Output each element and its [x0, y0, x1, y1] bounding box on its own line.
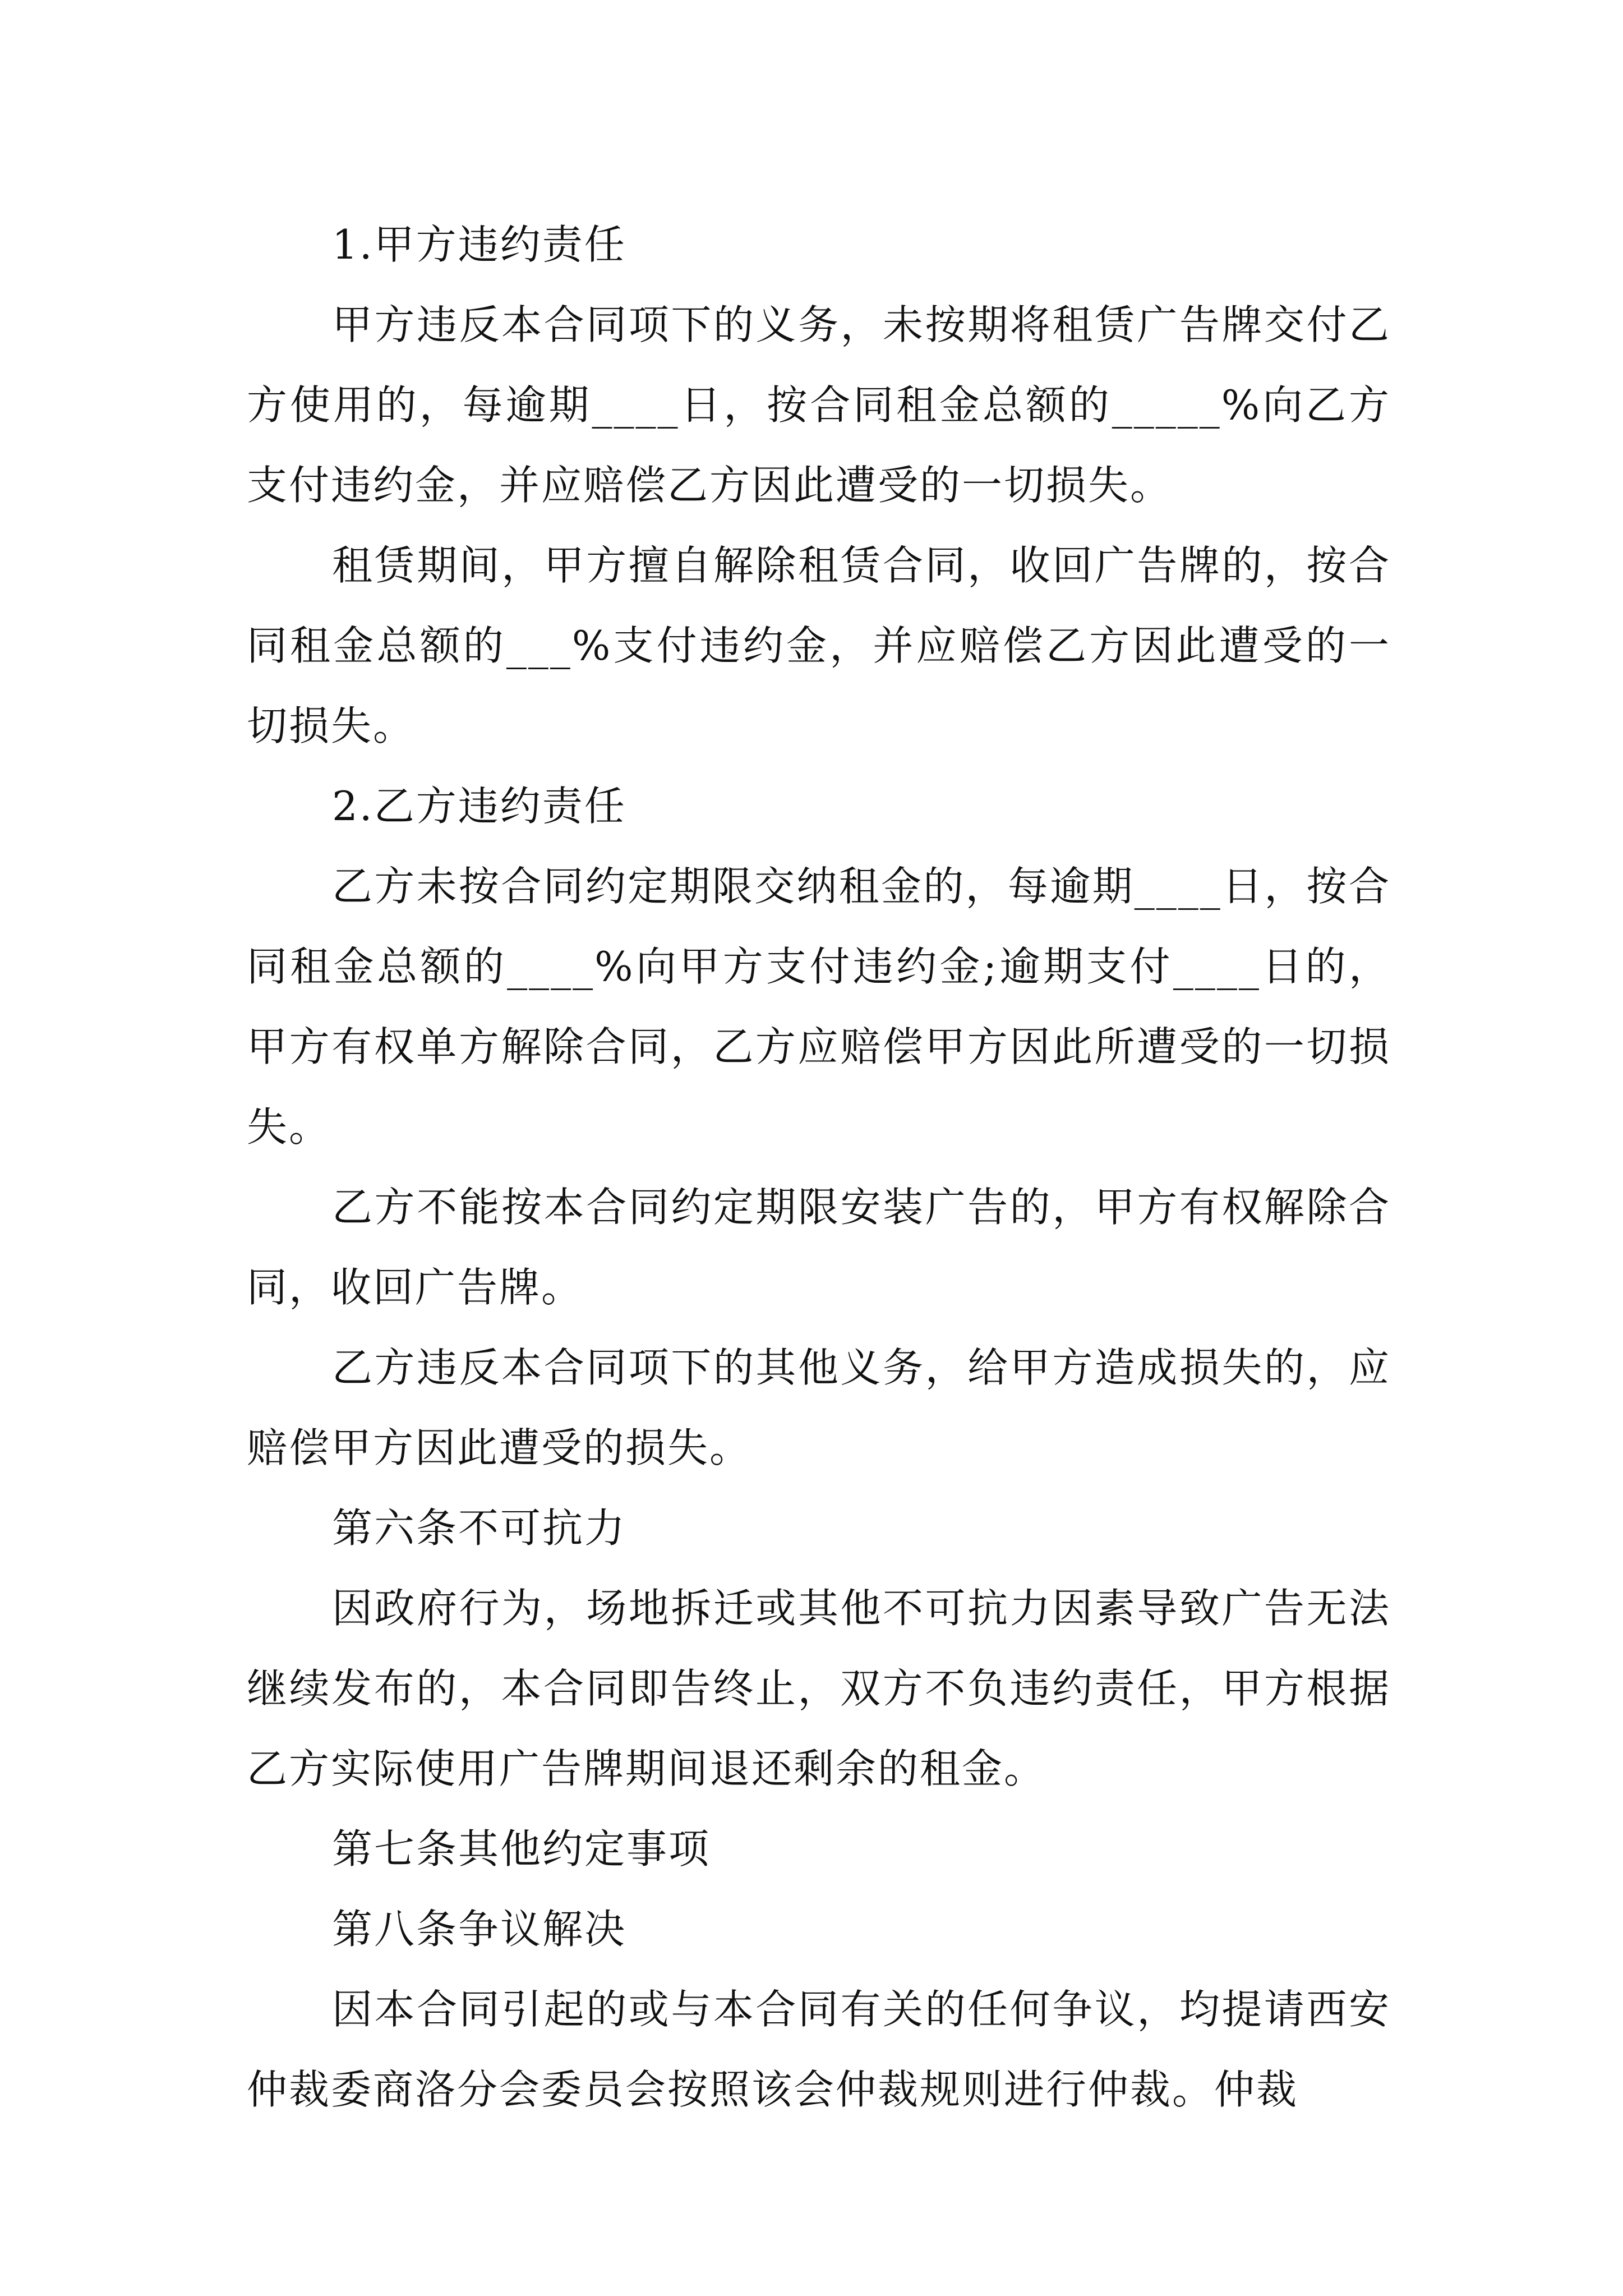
paragraph-party-a-late-delivery: 甲方违反本合同项下的义务，未按期将租赁广告牌交付乙方使用的，每逾期____日，按合同租金总额的_____%向乙方支付违约金，并应赔偿乙方因此遭受的一切损失。 — [247, 301, 1391, 509]
paragraph-dispute-resolution: 因本合同引起的或与本合同有关的任何争议，均提请西安仲裁委商洛分会委员会按照该会仲裁规则进行仲裁。仲裁 — [247, 1986, 1391, 2113]
heading-article-6: 第六条不可抗力 — [332, 1504, 627, 1552]
paragraph-party-b-installation: 乙方不能按本合同约定期限安装广告的，甲方有权解除合同，收回广告牌。 — [247, 1184, 1391, 1311]
heading-article-8: 第八条争议解决 — [332, 1906, 627, 1953]
paragraph-party-b-other-obligations: 乙方违反本合同项下的其他义务，给甲方造成损失的，应赔偿甲方因此遭受的损失。 — [247, 1344, 1391, 1471]
paragraph-force-majeure: 因政府行为，场地拆迁或其他不可抗力因素导致广告无法继续发布的，本合同即告终止，双方不负违约责任，甲方根据乙方实际使用广告牌期间退还剩余的租金。 — [247, 1585, 1391, 1792]
heading-party-a-liability: 1.甲方违约责任 — [332, 221, 626, 268]
paragraph-party-b-late-rent: 乙方未按合同约定期限交纳租金的，每逾期____日，按合同租金总额的____%向甲方支付违约金;逾期支付____日的，甲方有权单方解除合同，乙方应赔偿甲方因此所遭受的一切损失。 — [247, 863, 1391, 1151]
document-body — [247, 205, 1391, 2130]
heading-article-7: 第七条其他约定事项 — [332, 1825, 711, 1872]
paragraph-party-a-termination: 租赁期间，甲方擅自解除租赁合同，收回广告牌的，按合同租金总额的___%支付违约金，并应赔偿乙方因此遭受的一切损失。 — [247, 542, 1391, 749]
heading-party-b-liability: 2.乙方违约责任 — [332, 783, 626, 830]
